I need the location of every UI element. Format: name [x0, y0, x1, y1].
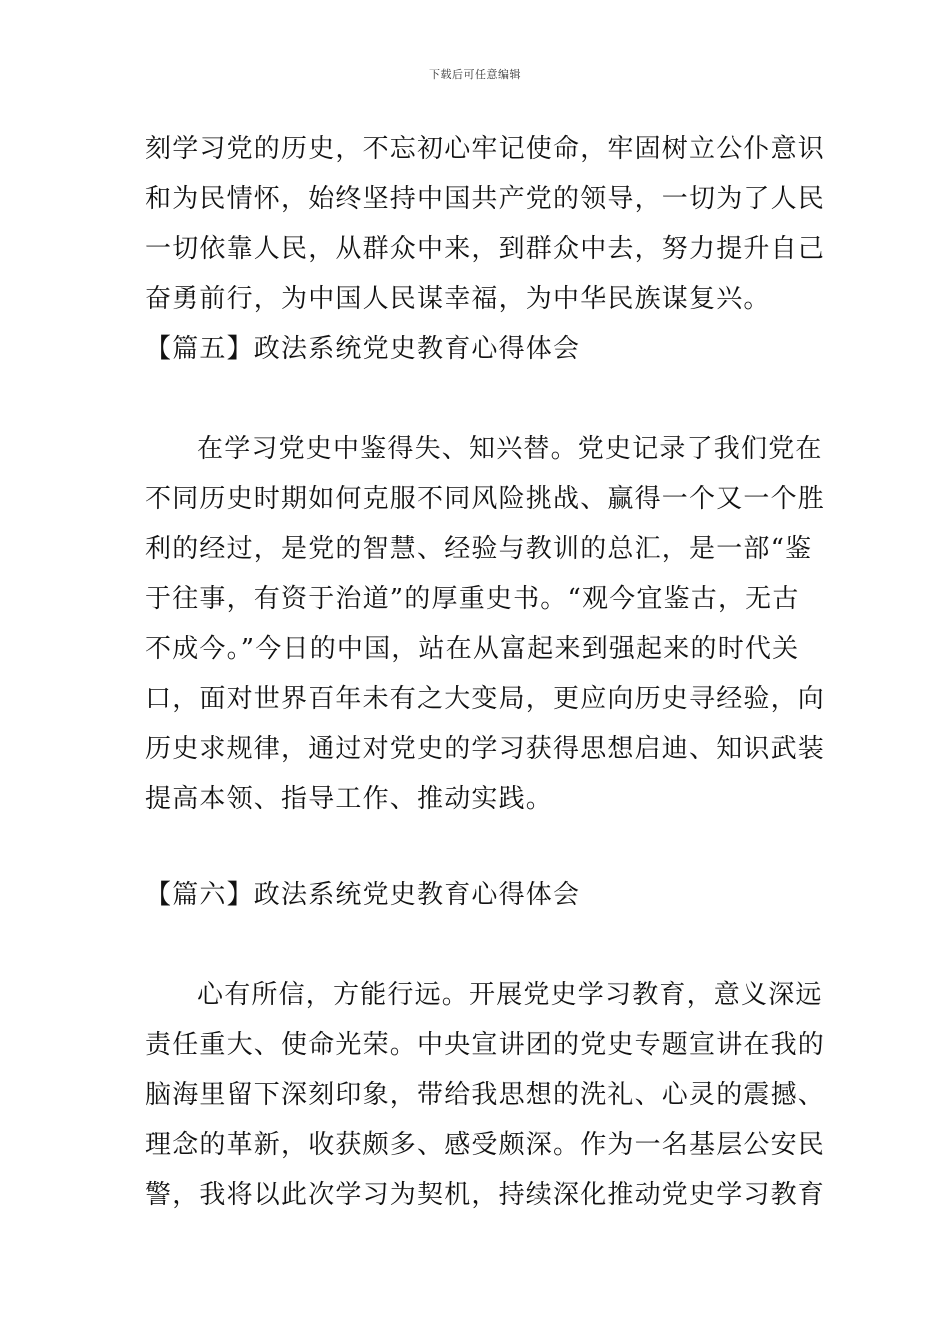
paragraph-line: 奋勇前行，为中国人民谋幸福，为中华民族谋复兴。: [145, 284, 771, 314]
paragraph-line: 于往事，有资于治道”的厚重史书。“观今宜鉴古，无古: [145, 584, 800, 614]
paragraph-line: 理念的革新，收获颇多、感受颇深。作为一名基层公安民: [145, 1130, 826, 1160]
paragraph-line: 责任重大、使命光荣。中央宣讲团的党史专题宣讲在我的: [145, 1030, 826, 1060]
section-heading-5: 【篇五】政法系统党史教育心得体会: [145, 334, 581, 364]
paragraph-line: 警，我将以此次学习为契机，持续深化推动党史学习教育: [145, 1180, 826, 1210]
paragraph-line: 和为民情怀，始终坚持中国共产党的领导，一切为了人民: [145, 184, 826, 214]
paragraph-line: 不同历史时期如何克服不同风险挑战、赢得一个又一个胜: [145, 484, 826, 514]
paragraph-line: 利的经过，是党的智慧、经验与教训的总汇，是一部“鉴: [145, 534, 813, 564]
paragraph-line: 历史求规律，通过对党史的学习获得思想启迪、知识武装: [145, 734, 826, 764]
paragraph-line: 在学习党史中鉴得失、知兴替。党史记录了我们党在: [197, 434, 823, 464]
paragraph-line: 一切依靠人民，从群众中来，到群众中去，努力提升自己: [145, 234, 826, 264]
paragraph-line: 脑海里留下深刻印象，带给我思想的洗礼、心灵的震撼、: [145, 1080, 826, 1110]
paragraph-line: 刻学习党的历史，不忘初心牢记使命，牢固树立公仆意识: [145, 134, 826, 164]
paragraph-line: 心有所信，方能行远。开展党史学习教育，意义深远: [197, 980, 823, 1010]
header-note: 下载后可任意编辑: [429, 68, 521, 81]
paragraph-line: 不成今。”今日的中国，站在从富起来到强起来的时代关: [145, 634, 800, 664]
paragraph-line: 提高本领、指导工作、推动实践。: [145, 784, 554, 814]
paragraph-line: 口，面对世界百年未有之大变局，更应向历史寻经验，向: [145, 684, 826, 714]
section-heading-6: 【篇六】政法系统党史教育心得体会: [145, 880, 581, 910]
